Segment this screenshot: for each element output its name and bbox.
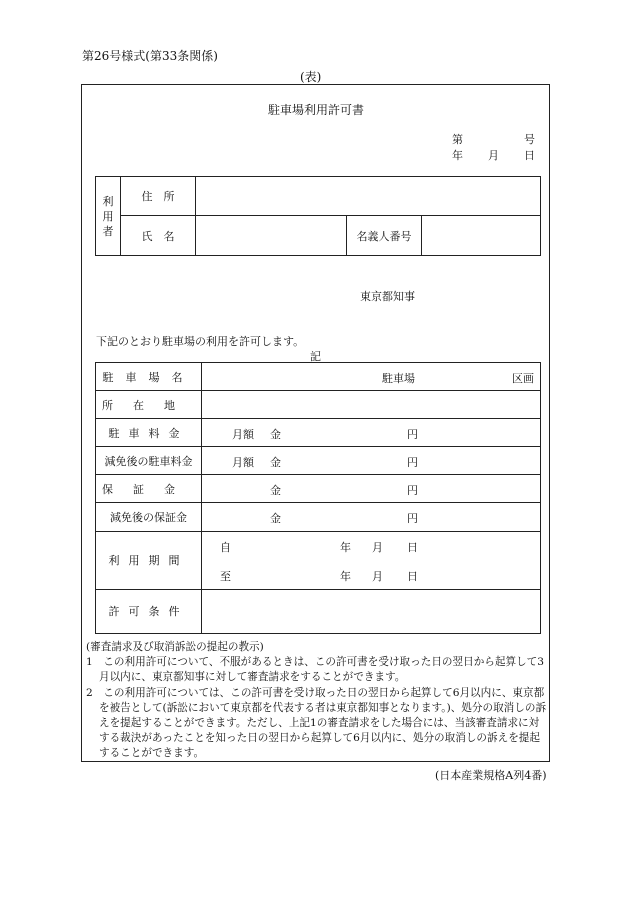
deposit-label: 保証金: [96, 475, 202, 503]
notes-item-1: 1 この利用許可について、不服があるときは、この許可書を受け取った日の翌日から起算して3月以内に、東京都知事に対して審査請求をすることができます。: [86, 656, 544, 684]
name-field[interactable]: [196, 216, 347, 256]
period-to-month: 月: [372, 569, 383, 583]
period-to-day: 日: [407, 569, 418, 583]
fee-monthly: 月額: [232, 428, 254, 442]
notes-heading: (審査請求及び取消訴訟の提起の教示): [86, 641, 264, 653]
conditions-field[interactable]: [202, 589, 541, 633]
reduced-deposit-kin: 金: [270, 512, 281, 526]
date-year: 年: [452, 149, 463, 162]
doc-number-dai: 第: [452, 133, 463, 146]
period-from-year: 年: [340, 540, 351, 554]
period-from-day: 日: [407, 540, 418, 554]
fee-yen: 円: [407, 428, 418, 442]
doc-number-go: 号: [524, 133, 535, 146]
fee-field[interactable]: [202, 419, 541, 447]
period-field[interactable]: [202, 531, 541, 589]
period-from: 自: [220, 540, 231, 554]
reduced-fee-monthly: 月額: [232, 456, 254, 470]
user-group-label: 利 用 者: [96, 177, 121, 256]
name-label: 氏 名: [121, 216, 196, 256]
intro-text: 下記のとおり駐車場の利用を許可します。: [96, 335, 305, 348]
reduced-fee-kin: 金: [270, 456, 281, 470]
section-suffix: 区画: [512, 372, 534, 385]
address-label: 住 所: [121, 177, 196, 216]
reduced-fee-yen: 円: [407, 456, 418, 470]
fee-kin: 金: [270, 428, 281, 442]
location-label: 所在地: [96, 391, 202, 419]
period-label: 利用期間: [96, 531, 202, 589]
reduced-fee-label: 減免後の駐車料金: [96, 447, 202, 475]
ki-label: 記: [310, 350, 321, 363]
deposit-field[interactable]: [202, 475, 541, 503]
address-field[interactable]: [196, 177, 541, 216]
reduced-deposit-label: 減免後の保証金: [96, 503, 202, 531]
side-label: (表): [300, 70, 322, 84]
paper-size-note: (日本産業規格A列4番): [435, 769, 547, 782]
date-month: 月: [488, 149, 499, 162]
date-day: 日: [524, 149, 535, 162]
permit-table: [95, 362, 541, 634]
notes-item-2: 2 この利用許可については、この許可書を受け取った日の翌日から起算して6月以内に、東京都を被告として(訴訟において東京都を代表する者は東京都知事となります。)、処分の取消しの訴えを提起することができます。ただし、上記1の審査請求をした場合には、当該審査請求に対する裁決があったことを知った日の翌日から起算して6月以内に、処分の取消しの訴えを提起することができます。: [86, 686, 547, 760]
reduced-deposit-yen: 円: [407, 512, 418, 526]
parking-name-label: 駐車場名: [96, 363, 202, 391]
reduced-deposit-field[interactable]: [202, 503, 541, 531]
nominee-number-label: 名義人番号: [347, 216, 422, 256]
user-table: [95, 176, 541, 256]
conditions-label: 許可条件: [96, 589, 202, 633]
location-field[interactable]: [202, 391, 541, 419]
reduced-fee-field[interactable]: [202, 447, 541, 475]
document-title: 駐車場利用許可書: [268, 103, 365, 117]
nominee-number-field[interactable]: [422, 216, 541, 256]
parking-name-field[interactable]: [202, 363, 541, 391]
deposit-yen: 円: [407, 484, 418, 498]
period-to: 至: [220, 569, 231, 583]
period-from-month: 月: [372, 540, 383, 554]
parking-suffix: 駐車場: [382, 372, 415, 385]
fee-label: 駐車料金: [96, 419, 202, 447]
period-to-year: 年: [340, 569, 351, 583]
issuer: 東京都知事: [360, 290, 415, 303]
deposit-kin: 金: [270, 484, 281, 498]
appeal-notes: [86, 640, 548, 762]
form-number: 第26号様式(第33条関係): [82, 49, 218, 63]
